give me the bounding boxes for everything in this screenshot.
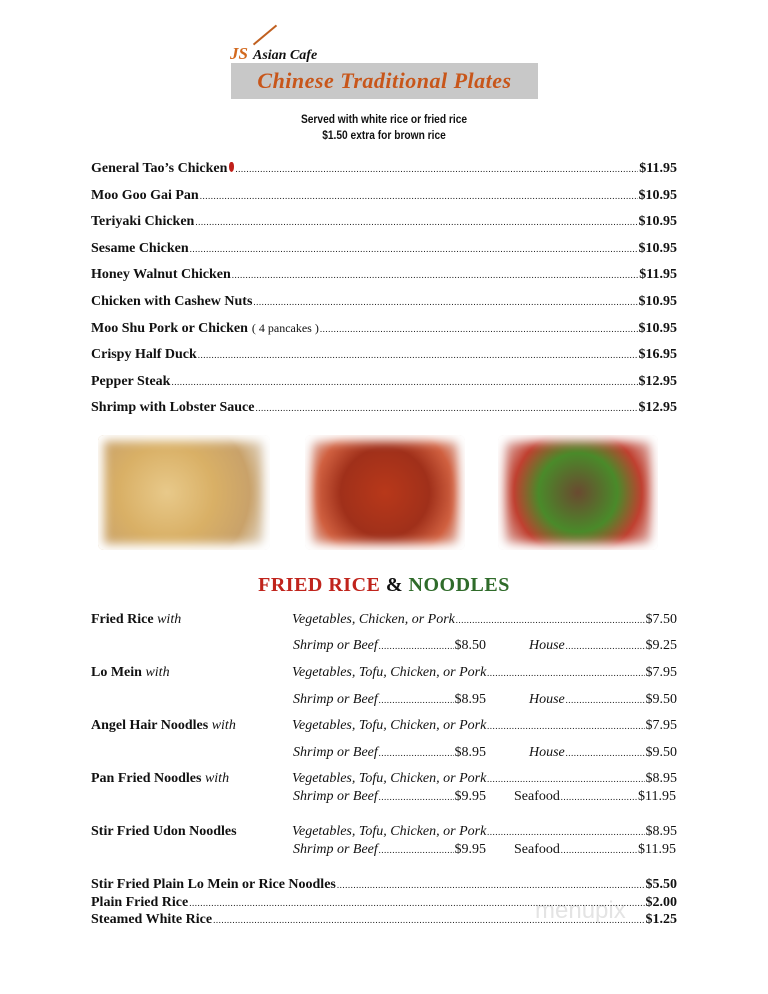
menu-item xyxy=(91,214,677,232)
leader-dots xyxy=(379,748,454,758)
heading-amp: & xyxy=(385,574,404,596)
menu-item xyxy=(91,347,677,365)
watermark: menupix xyxy=(535,897,626,924)
page-title: Chinese Traditional Plates xyxy=(257,68,512,93)
leader-dots xyxy=(255,403,637,413)
leader-dots xyxy=(195,217,637,227)
heading-noodles: NOODLES xyxy=(408,574,510,596)
leader-dots xyxy=(337,880,645,890)
leader-dots xyxy=(232,270,638,280)
noodle-item-name xyxy=(91,771,229,787)
item-with: with xyxy=(211,718,236,733)
option-row xyxy=(529,745,677,761)
item-name: Moo Goo Gai Pan xyxy=(91,187,199,203)
menu-item xyxy=(91,241,677,259)
heading-fried-rice: FRIED RICE xyxy=(258,574,381,596)
item-name: Shrimp with Lobster Sauce xyxy=(91,400,255,416)
menu-item xyxy=(91,321,677,339)
menu-item xyxy=(91,895,677,913)
logo-js: JS xyxy=(230,44,248,63)
option-label: Shrimp or Beef xyxy=(293,692,378,707)
option-row xyxy=(293,692,486,708)
option-row xyxy=(293,789,486,805)
item-name: Pepper Steak xyxy=(91,373,171,389)
option-label: Shrimp or Beef xyxy=(293,638,378,653)
item-name: Fried Rice xyxy=(91,612,154,627)
item-name: Steamed White Rice xyxy=(91,912,213,927)
option-label: Vegetables, Tofu, Chicken, or Pork xyxy=(292,824,487,839)
item-price: $11.95 xyxy=(639,267,677,283)
subtitle: Served with white rice or fried rice xyxy=(300,112,468,126)
option-row xyxy=(292,612,677,628)
option-price: $9.95 xyxy=(454,789,486,804)
option-label: Shrimp or Beef xyxy=(293,842,378,857)
orange-chicken-photo xyxy=(305,435,465,550)
logo-name: Asian Cafe xyxy=(253,48,318,63)
option-row xyxy=(514,789,676,805)
item-name: Moo Shu Pork or Chicken xyxy=(91,320,248,336)
leader-dots xyxy=(456,615,645,625)
item-price: $10.95 xyxy=(638,240,677,256)
item-name: Pan Fried Noodles xyxy=(91,771,202,786)
option-label: Vegetables, Tofu, Chicken, or Pork xyxy=(292,718,487,733)
noodle-item-name xyxy=(91,824,237,840)
option-label: Vegetables, Tofu, Chicken, or Pork xyxy=(292,771,487,786)
leader-dots xyxy=(253,297,637,307)
leader-dots xyxy=(487,668,644,678)
leader-dots xyxy=(379,641,454,651)
option-price: $8.95 xyxy=(454,745,486,760)
option-price: $7.95 xyxy=(645,665,677,680)
option-row xyxy=(293,745,486,761)
menu-item xyxy=(91,400,677,418)
option-row xyxy=(292,665,677,681)
option-row xyxy=(292,771,677,787)
menu-item xyxy=(91,161,677,179)
leader-dots xyxy=(320,324,638,334)
menu-item xyxy=(91,294,677,312)
title-banner xyxy=(231,63,538,99)
option-label: House xyxy=(529,692,565,707)
option-label: Vegetables, Tofu, Chicken, or Pork xyxy=(292,665,487,680)
item-name: Chicken with Cashew Nuts xyxy=(91,294,253,309)
option-price: $7.95 xyxy=(645,718,677,733)
leader-dots xyxy=(487,774,644,784)
item-note: ( 4 pancakes ) xyxy=(251,320,319,335)
item-price: $5.50 xyxy=(645,877,677,892)
leader-dots xyxy=(171,377,637,387)
item-name: Sesame Chicken xyxy=(91,240,189,256)
section-heading xyxy=(0,574,768,597)
leader-dots xyxy=(198,350,638,360)
option-price: $9.25 xyxy=(645,638,677,653)
leader-dots xyxy=(189,898,644,908)
leader-dots xyxy=(566,748,645,758)
item-name: Stir Fried Plain Lo Mein or Rice Noodles xyxy=(91,877,336,892)
pepper-steak-photo xyxy=(498,435,658,550)
leader-dots xyxy=(200,191,638,201)
item-price: $10.95 xyxy=(638,187,677,203)
option-row xyxy=(529,692,677,708)
option-price: $11.95 xyxy=(638,789,676,804)
item-price: $2.00 xyxy=(645,894,677,910)
option-price: $9.50 xyxy=(645,692,677,707)
leader-dots xyxy=(487,721,644,731)
leader-dots xyxy=(561,845,637,855)
item-price: $11.95 xyxy=(639,161,677,176)
item-price: $10.95 xyxy=(638,320,677,336)
option-label: House xyxy=(529,638,565,653)
menu-item xyxy=(91,188,677,206)
menu-item xyxy=(91,877,677,895)
subtitle: $1.50 extra for brown rice xyxy=(322,128,446,142)
option-price: $9.50 xyxy=(645,745,677,760)
option-row xyxy=(293,638,486,654)
leader-dots xyxy=(379,845,454,855)
option-price: $7.50 xyxy=(645,612,677,627)
item-with: with xyxy=(145,665,170,680)
option-row xyxy=(292,718,677,734)
noodle-item-name xyxy=(91,665,170,681)
item-name: Honey Walnut Chicken xyxy=(91,267,231,283)
option-row xyxy=(529,638,677,654)
option-row xyxy=(293,842,486,858)
leader-dots xyxy=(379,792,454,802)
leader-dots xyxy=(566,695,645,705)
option-price: $9.95 xyxy=(454,842,486,857)
leader-dots xyxy=(235,164,638,174)
item-name: Plain Fried Rice xyxy=(91,894,189,910)
leader-dots xyxy=(190,244,638,254)
menu-item xyxy=(91,912,677,930)
option-label: Vegetables, Chicken, or Pork xyxy=(292,612,455,627)
option-row xyxy=(514,842,676,858)
menu-item xyxy=(91,267,677,285)
item-with: with xyxy=(204,771,230,786)
item-name: Teriyaki Chicken xyxy=(91,214,195,230)
item-with: with xyxy=(157,612,182,627)
leader-dots xyxy=(379,695,454,705)
fried-rice-photo xyxy=(98,435,270,550)
item-name: General Tao’s Chicken xyxy=(91,161,228,176)
chili-icon xyxy=(229,162,234,172)
leader-dots xyxy=(566,641,645,651)
noodle-item-name xyxy=(91,718,236,734)
option-label: Seafood xyxy=(514,789,560,804)
item-price: $16.95 xyxy=(638,347,677,363)
option-label: Seafood xyxy=(514,842,560,857)
item-name: Lo Mein xyxy=(91,665,142,680)
item-name: Angel Hair Noodles xyxy=(91,718,209,733)
leader-dots xyxy=(213,915,644,925)
option-label: Shrimp or Beef xyxy=(293,745,378,760)
option-label: Shrimp or Beef xyxy=(293,789,378,804)
option-price: $8.95 xyxy=(454,692,486,707)
item-price: $12.95 xyxy=(638,373,677,389)
chopsticks-icon xyxy=(253,25,277,46)
leader-dots xyxy=(487,827,644,837)
noodle-item-name xyxy=(91,612,181,628)
option-price: $8.50 xyxy=(454,638,486,653)
option-row xyxy=(292,824,677,840)
option-price: $8.95 xyxy=(645,824,677,839)
option-price: $11.95 xyxy=(638,842,676,857)
option-price: $8.95 xyxy=(645,771,677,786)
option-label: House xyxy=(529,745,565,760)
item-price: $12.95 xyxy=(638,400,677,416)
item-price: $1.25 xyxy=(645,912,677,927)
leader-dots xyxy=(561,792,637,802)
item-price: $10.95 xyxy=(638,294,677,309)
item-name: Crispy Half Duck xyxy=(91,347,197,363)
menu-item xyxy=(91,374,677,392)
item-price: $10.95 xyxy=(638,214,677,230)
item-name: Stir Fried Udon Noodles xyxy=(91,824,237,839)
